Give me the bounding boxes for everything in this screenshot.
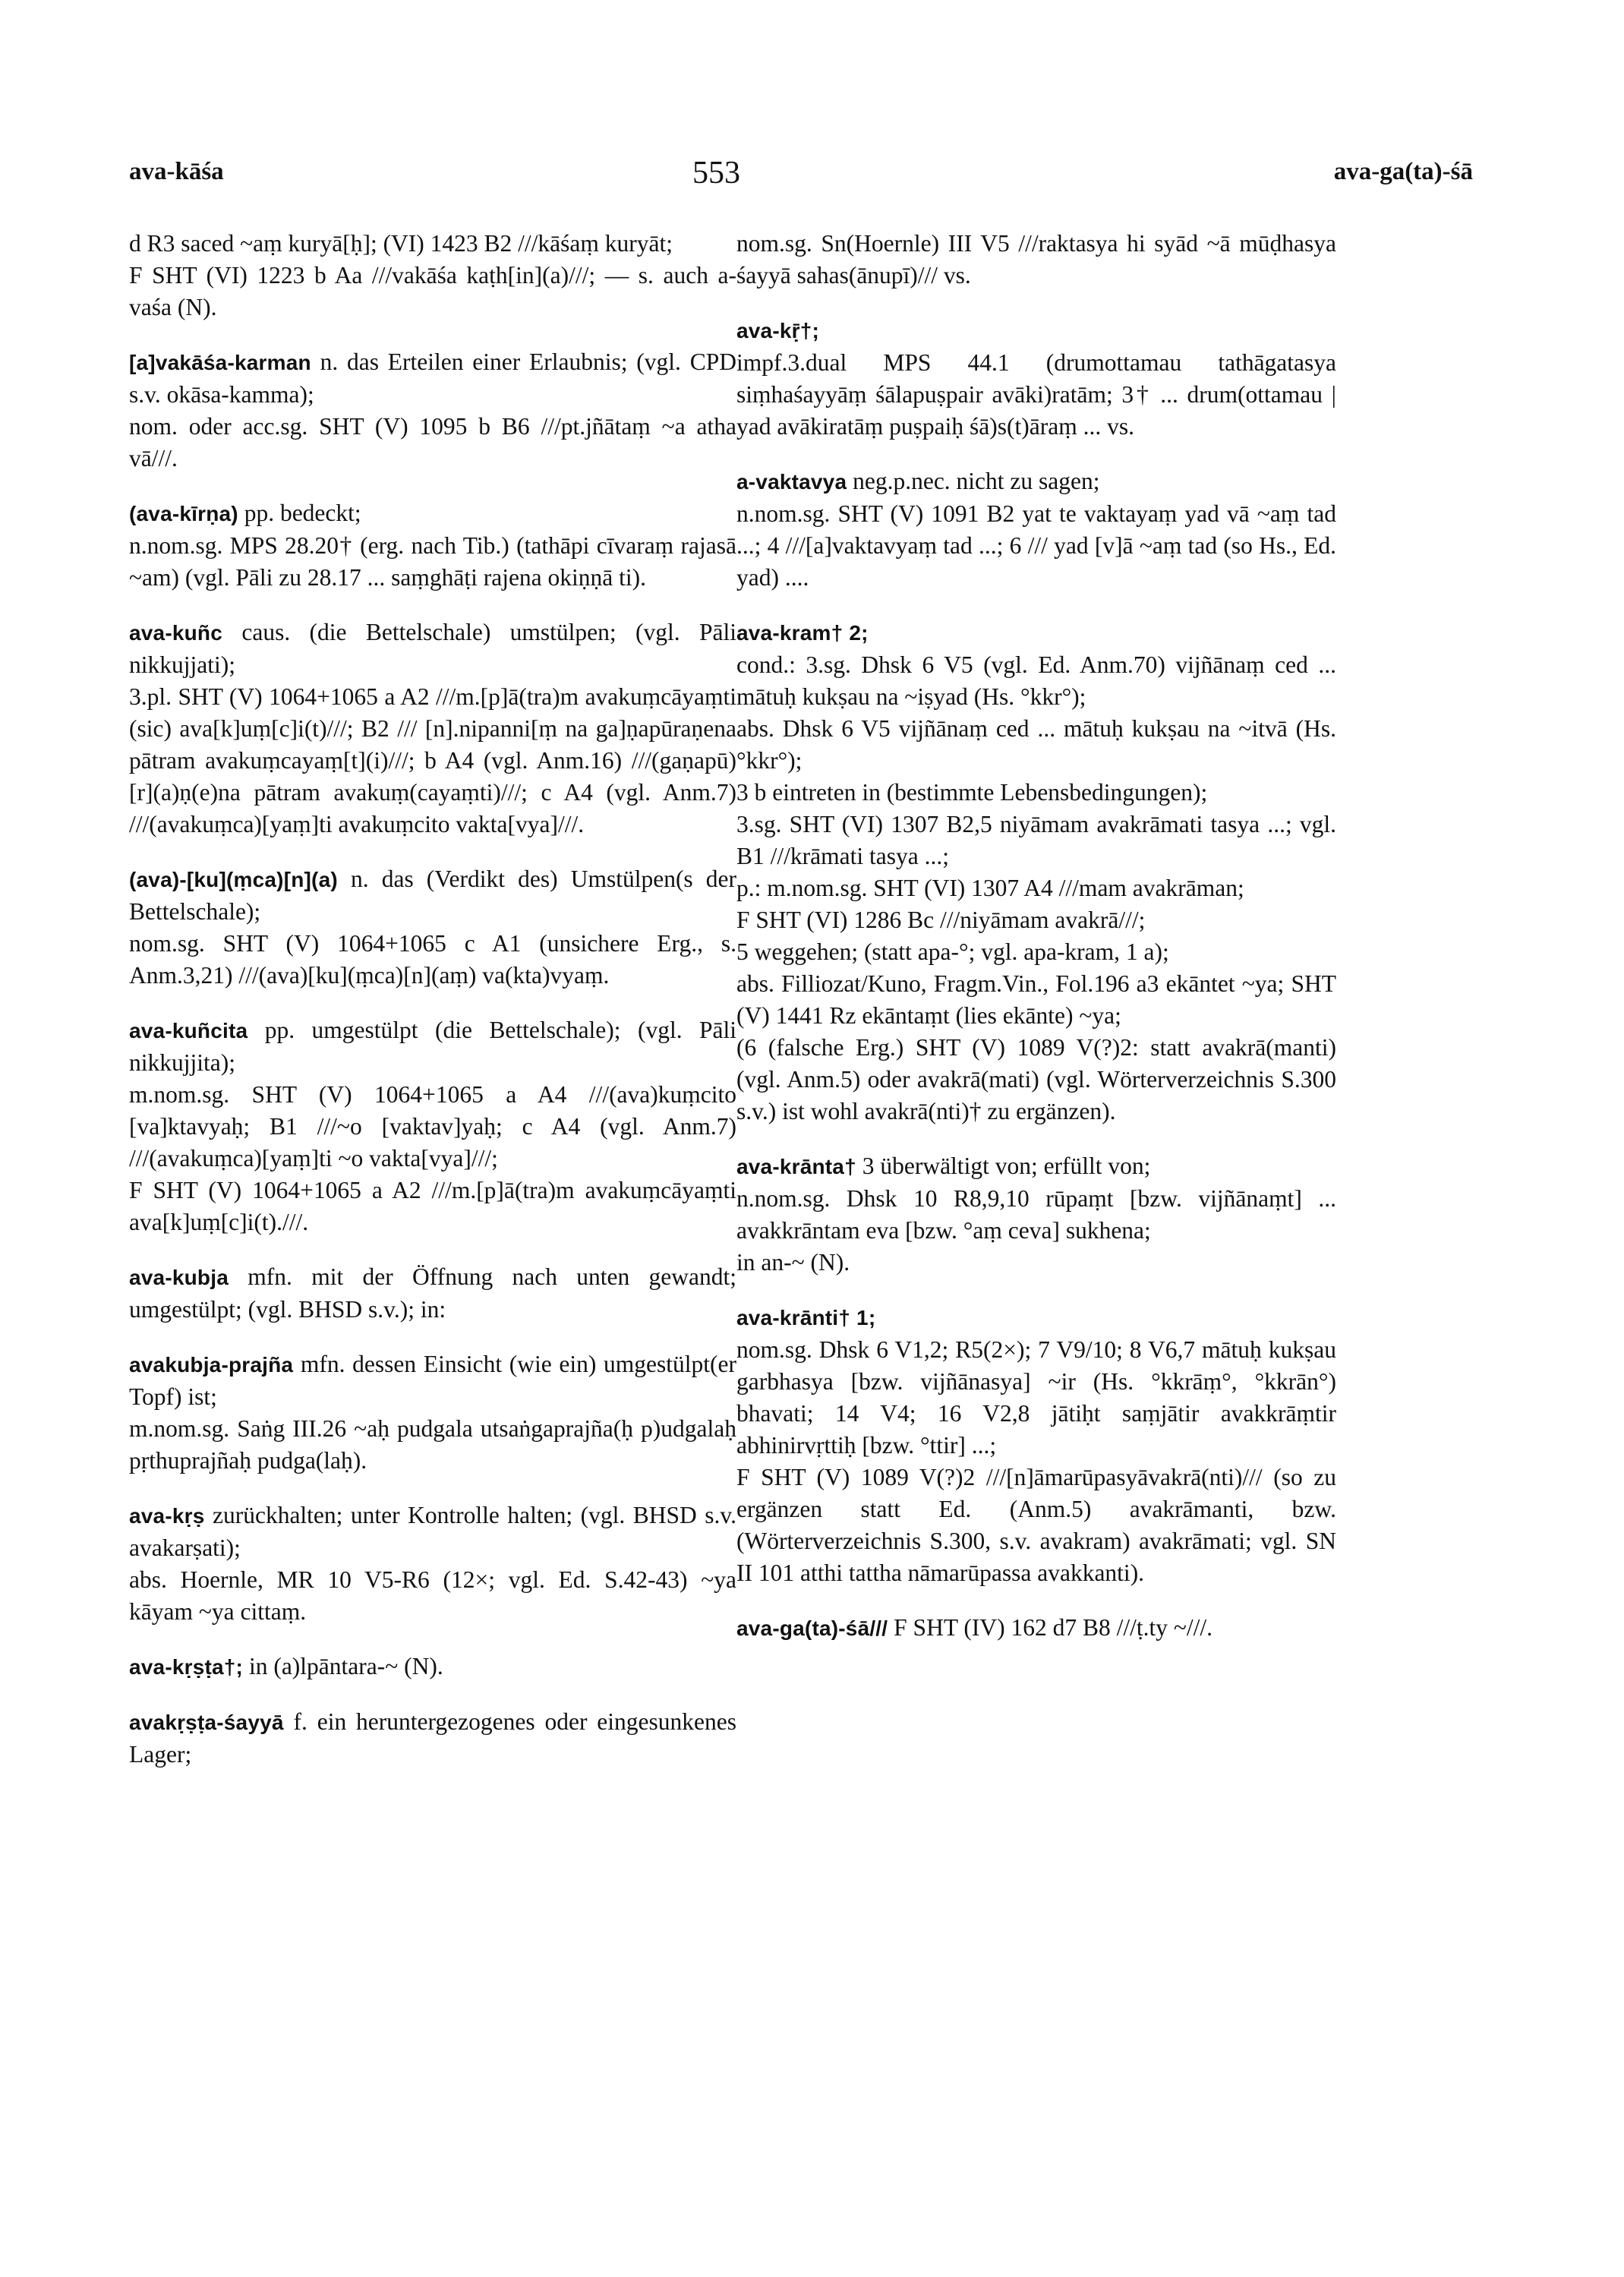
entry-line: pp. umgestülpt (die Bettelschale); (vgl. Pāli nikkujjita);: [129, 1017, 737, 1076]
dictionary-entry: [129, 1348, 736, 1477]
dictionary-entry: [129, 863, 736, 992]
lemma: (ava)-[ku](ṃca)[n](a): [129, 868, 338, 891]
dictionary-entry: [129, 346, 736, 475]
dictionary-entry: [736, 465, 1336, 594]
lemma: ava-kubja: [129, 1266, 229, 1289]
page-header: [129, 158, 1473, 196]
lemma: avakubja-prajña: [129, 1353, 294, 1377]
entry-line: abs. Filliozat/Kuno, Fragm.Vin., Fol.196 a3 ekāntet ~ya; SHT (V) 1441 Rz ekāntaṃt (lies ekānte) ~ya;: [736, 970, 1336, 1029]
dictionary-entry: [736, 228, 1336, 292]
entry-line: nom. oder acc.sg. SHT (V) 1095 b B6 ///pt.jñātaṃ ~a atha vā///.: [129, 413, 736, 471]
dictionary-entry: [736, 1150, 1336, 1279]
entry-line: F SHT (VI) 1286 Bc ///niyāmam avakrā///;: [736, 907, 1146, 933]
entry-line: f. ein heruntergezogenes oder eingesunkenes Lager;: [129, 1708, 736, 1768]
entry-line: nom.sg. Dhsk 6 V1,2; R5(2×); 7 V9/10; 8 V6,7 mātuḥ kukṣau garbhasya [bzw. vijñānasya] ~ir (Hs. °kkrāṃ°, °kkrān°) bhavati; 14 V4; 16 V2,8 jātiḥt saṃjātir avakkrāṃtir abhinirvṛttiḥ [bzw. °ttir] ...;: [736, 1336, 1336, 1459]
running-head-right: ava-ga(ta)-śā: [1333, 158, 1473, 185]
lemma: ava-kuñc: [129, 621, 222, 645]
lemma: avakṛṣṭa-śayyā: [129, 1711, 284, 1734]
entry-line: caus. (die Bettelschale) umstülpen; (vgl. Pāli nikkujjati);: [129, 619, 736, 678]
entry-line: F SHT (VI) 1223 b Aa ///vakāśa kaṭh[in](a)///; — s. auch a-vaśa (N).: [129, 262, 736, 320]
entry-line: nom.sg. Sn(Hoernle) III V5 ///raktasya hi syād ~ā mūḍhasya śayyā sahas(ānupī)/// vs.: [736, 230, 1336, 289]
entry-line: 5 weggehen; (statt apa-°; vgl. apa-kram, 1 a);: [736, 938, 1169, 965]
entry-line: F SHT (V) 1089 V(?)2 ///[n]āmarūpasyāvakrā(nti)/// (so zu ergänzen statt Ed. (Anm.5) avakrāmanti, bzw. (Wörterverzeichnis S.300, s.v. avakram) avakrāmati; vgl. SN II 101 atthi tattha nāmarūpassa avakkanti).: [736, 1464, 1336, 1586]
entry-line: pp. bedeckt;: [244, 500, 361, 526]
entry-line: n.nom.sg. SHT (V) 1091 B2 yat te vaktayaṃ yad vā ~aṃ tad ...; 4 ///[a]vaktavyaṃ tad ...; 6 /// yad [v]ā ~aṃ tad (so Hs., Ed. yad) ....: [736, 500, 1336, 591]
lemma: (ava-kīrṇa): [129, 502, 238, 525]
entry-line: nom.sg. SHT (V) 1064+1065 c A1 (unsichere Erg., s. Anm.3,21) ///(ava)[ku](ṃca)[n](aṃ) va(kta)vyaṃ.: [129, 930, 736, 989]
entry-line: F SHT (IV) 162 d7 B8 ///ṭ.ty ~///.: [894, 1614, 1213, 1641]
lemma: a-vaktavya: [736, 470, 847, 494]
entry-line: m.nom.sg. Saṅg III.26 ~aḥ pudgala utsaṅgaprajña(ḥ p)udgalaḥ pṛthuprajñaḥ pudga(laḥ).: [129, 1415, 736, 1474]
lemma: ava-krānti† 1;: [736, 1306, 876, 1329]
entry-line: n.nom.sg. MPS 28.20† (erg. nach Tib.) (tathāpi cīvaraṃ rajasā ~am) (vgl. Pāli zu 28.17 ... saṃghāṭi rajena okiṇṇā ti).: [129, 532, 736, 591]
entry-line: 3 überwältigt von; erfüllt von;: [862, 1153, 1151, 1179]
dictionary-entry: [129, 1261, 736, 1326]
entry-line: in an-~ (N).: [736, 1249, 850, 1276]
entry-line: 3.pl. SHT (V) 1064+1065 a A2 ///m.[p]ā(tra)m avakuṃcāyaṃti (sic) ava[k]uṃ[c]i(t)///; B2 /// [n].nipanni[ṃ na ga]ṇapūraṇena pātram avakuṃcayaṃ[t](i)///; b A4 (vgl. Anm.16) ///(gaṇapū)[r](a)ṇ(e)na pātram avakuṃ(cayaṃti)///; c A4 (vgl. Anm.7) ///(avakuṃca)[yaṃ]ti avakuṃcito vakta[vya]///.: [129, 683, 736, 837]
right-column: [736, 228, 1336, 1667]
dictionary-entry: [129, 617, 736, 840]
entry-line: abs. Dhsk 6 V5 vijñānaṃ ced ... mātuḥ kukṣau na ~itvā (Hs. °kkr°);: [736, 715, 1336, 774]
entry-line: n. das Erteilen einer Erlaubnis; (vgl. CPD s.v. okāsa-kamma);: [129, 348, 736, 408]
entry-line: neg.p.nec. nicht zu sagen;: [853, 468, 1100, 494]
page-number: 553: [692, 156, 740, 191]
entry-line: n. das (Verdikt des) Umstülpen(s der Bettelschale);: [129, 866, 737, 925]
dictionary-entry: [736, 1301, 1336, 1589]
running-head-left: ava-kāśa: [129, 158, 224, 185]
lemma: ava-kṛṣṭa†;: [129, 1655, 244, 1679]
left-column: [129, 228, 736, 1793]
entry-line: abs. Hoernle, MR 10 V5-R6 (12×; vgl. Ed. S.42-43) ~ya kāyam ~ya cittaṃ.: [129, 1566, 736, 1625]
entry-line: 3.sg. SHT (VI) 1307 B2,5 niyāmam avakrāmati tasya ...; vgl. B1 ///krāmati tasya ...;: [736, 811, 1336, 869]
entry-line: cond.: 3.sg. Dhsk 6 V5 (vgl. Ed. Anm.70) vijñānaṃ ced ... mātuḥ kukṣau na ~iṣyad (Hs. °kkr°);: [736, 651, 1336, 710]
entry-line: 3 b eintreten in (bestimmte Lebensbedingungen);: [736, 779, 1208, 806]
entry-line: impf.3.dual MPS 44.1 (drumottamau tathāgatasya siṃhaśayyāṃ śālapuṣpair avāki)ratām; 3† ... drum(ottamau | yad avākiratāṃ puṣpaiḥ śā)s(t)āraṃ ... vs.: [736, 349, 1336, 440]
entry-line: zurückhalten; unter Kontrolle halten; (vgl. BHSD s.v. avakarṣati);: [129, 1502, 736, 1561]
dictionary-entry: [129, 1706, 736, 1771]
entry-line: in (a)lpāntara-~ (N).: [248, 1653, 443, 1679]
entry-line: mfn. mit der Öffnung nach unten gewandt; umgestülpt; (vgl. BHSD s.v.); in:: [129, 1263, 737, 1323]
lemma: ava-kram† 2;: [736, 621, 869, 645]
dictionary-entry: [129, 1014, 736, 1238]
entry-line: p.: m.nom.sg. SHT (VI) 1307 A4 ///mam avakrāman;: [736, 875, 1244, 901]
lemma: ava-krānta†: [736, 1155, 856, 1178]
dictionary-entry: [129, 1500, 736, 1628]
dictionary-entry: [129, 228, 736, 323]
dictionary-entry: [736, 617, 1336, 1127]
entry-line: mfn. dessen Einsicht (wie ein) umgestülpt(er Topf) ist;: [129, 1351, 737, 1410]
dictionary-entry: [129, 497, 736, 594]
entry-line: n.nom.sg. Dhsk 10 R8,9,10 rūpaṃt [bzw. vijñānaṃt] ... avakkrāntam eva [bzw. °aṃ ceva] sukhena;: [736, 1185, 1336, 1244]
lemma: ava-kṛṣ: [129, 1504, 205, 1528]
dictionary-entry: [736, 1612, 1336, 1645]
lemma: ava-kṝ†;: [736, 319, 820, 342]
entry-line: F SHT (V) 1064+1065 a A2 ///m.[p]ā(tra)m avakuṃcāyaṃti ava[k]uṃ[c]i(t).///.: [129, 1177, 736, 1235]
lemma: ava-kuñcita: [129, 1019, 248, 1042]
lemma: [a]vakāśa-karman: [129, 351, 311, 374]
dictionary-entry: [736, 314, 1336, 443]
lemma: ava-ga(ta)-śā///: [736, 1616, 888, 1640]
entry-line: m.nom.sg. SHT (V) 1064+1065 a A4 ///(ava)kuṃcito [va]ktavyaḥ; B1 ///~o [vaktav]yaḥ; c A4 (vgl. Anm.7) ///(avakuṃca)[yaṃ]ti ~o vakta[vya]///;: [129, 1081, 736, 1172]
entry-line: (6 (falsche Erg.) SHT (V) 1089 V(?)2: statt avakrā(manti) (vgl. Anm.5) oder avakrā(mati) (vgl. Wörterverzeichnis S.300 s.v.) ist wohl avakrā(nti)† zu ergänzen).: [736, 1034, 1336, 1124]
entry-line: d R3 saced ~aṃ kuryā[ḥ]; (VI) 1423 B2 ///kāśaṃ kuryāt;: [129, 230, 673, 257]
dictionary-entry: [129, 1651, 736, 1683]
